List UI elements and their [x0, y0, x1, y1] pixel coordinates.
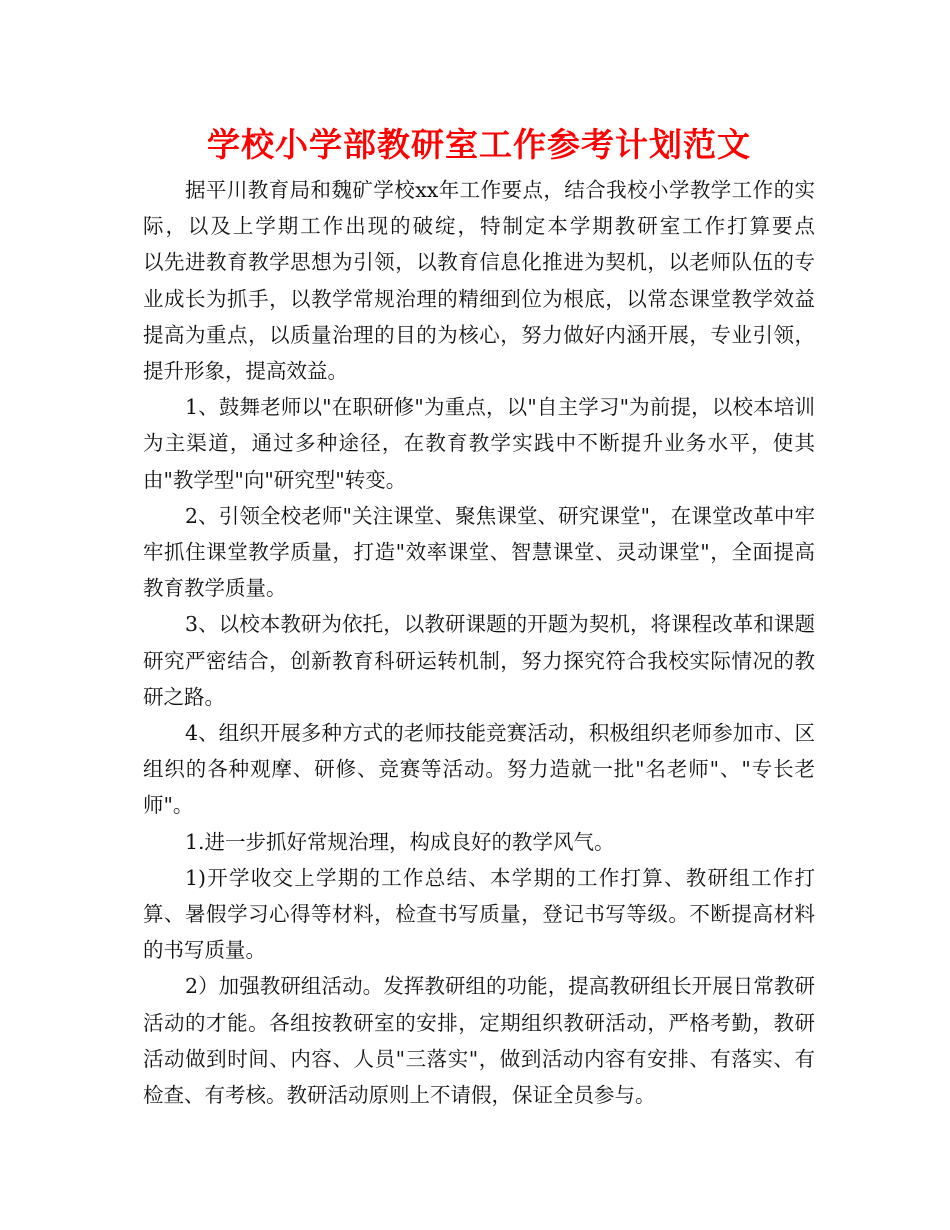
paragraph-section-heading: 1.进一步抓好常规治理，构成良好的教学风气。 — [185, 829, 615, 854]
document-page — [143, 118, 856, 1113]
paragraph-goal-1: 1、鼓舞老师以"在职研修"为重点，以"自主学习"为前提，以校本培训为主渠道，通过多种途径，在教育教学实践中不断提升业务水平，使其由"教学型"向"研究型"转变。 — [143, 395, 815, 492]
paragraph-intro: 据平川教育局和魏矿学校xx年工作要点，结合我校小学教学工作的实际，以及上学期工作出现的破绽，特制定本学期教研室工作打算要点 以先进教育教学思想为引领，以教育信息化推进为契机，以老师队伍的专业成长为抓手，以教学常规治理的精细到位为根底，以常态课堂教学效益提高为重点，以质量治理的目的为核心，努力做好内涵开展，专业引领，提升形象，提高效益。 — [143, 178, 856, 384]
document-title: 学校小学部教研室工作参考计划范文 — [207, 125, 751, 164]
paragraph-item-2: 2）加强教研组活动。发挥教研组的功能，提高教研组长开展日常教研活动的才能。各组按教研室的安排，定期组织教研活动，严格考勤，教研活动做到时间、内容、人员"三落实"，做到活动内容有安排、有落实、有检查、有考核。教研活动原则上不请假，保证全员参与。 — [143, 974, 815, 1108]
paragraph-goal-3: 3、以校本教研为依托，以教研课题的开题为契机，将课程改革和课题研究严密结合，创新教育科研运转机制，努力探究符合我校实际情况的教研之路。 — [143, 612, 815, 709]
paragraph-goal-4: 4、组织开展多种方式的老师技能竞赛活动，积极组织老师参加市、区组织的各种观摩、研修、竞赛等活动。努力造就一批"名老师"、"专长老师"。 — [143, 721, 815, 818]
paragraph-item-1: 1)开学收交上学期的工作总结、本学期的工作打算、教研组工作打算、暑假学习心得等材料，检查书写质量，登记书写等级。不断提高材料的书写质量。 — [143, 865, 815, 963]
paragraph-goal-2: 2、引领全校老师"关注课堂、聚焦课堂、研究课堂"，在课堂改革中牢牢抓住课堂教学质量，打造"效率课堂、智慧课堂、灵动课堂"，全面提高教育教学质量。 — [143, 503, 815, 601]
